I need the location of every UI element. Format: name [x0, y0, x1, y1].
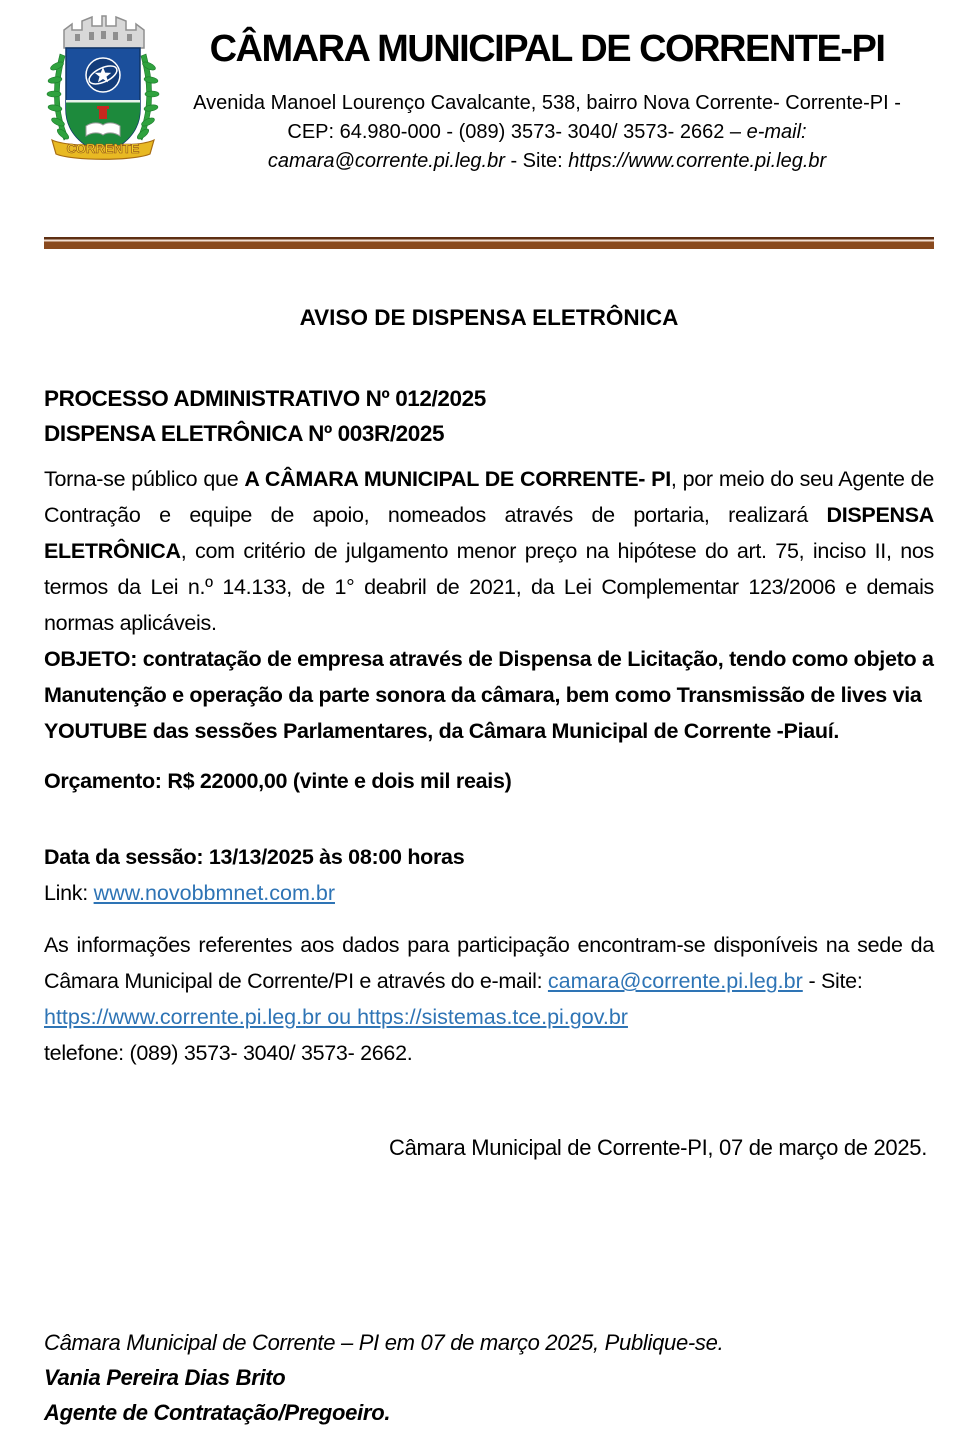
telefone-line: telefone: (089) 3573- 3040/ 3573- 2662.: [44, 1041, 413, 1065]
coat-of-arms-icon: [44, 14, 162, 174]
session-date-line: Data da sessão: 13/13/2025 às 08:00 horas: [44, 845, 465, 869]
address-line2: CEP: 64.980-000 - (089) 3573- 3040/ 3573- 2662 –: [287, 121, 747, 143]
process-block: [44, 381, 934, 451]
intro-paragraph: [44, 461, 934, 641]
letterhead-text: [166, 14, 934, 176]
dispensa-bold: DISPENSA ELETRÔNICA: [44, 503, 934, 563]
intro-text: Torna-se público que: [44, 467, 245, 491]
banner-text: CORRENTE: [66, 141, 140, 156]
address-line1: Avenida Manoel Lourenço Cavalcante, 538, bairro Nova Corrente- Corrente-PI -: [193, 92, 901, 114]
document-title: AVISO DE DISPENSA ELETRÔNICA: [299, 305, 679, 330]
session-link[interactable]: www.novobbmnet.com.br: [93, 881, 335, 905]
info-text: As informações referentes aos dados para participação encontram-se disponíveis na sede da Câmara Municipal de Corrente/PI e através do e-mail:: [44, 933, 934, 993]
org-name-bold: A CÂMARA MUNICIPAL DE CORRENTE- PI: [244, 467, 671, 491]
info-paragraph: [44, 927, 934, 1071]
org-name: CÂMARA MUNICIPAL DE CORRENTE-PI: [209, 28, 885, 70]
info-site-label: - Site:: [802, 969, 863, 993]
intro-text-2: , por meio do seu Agente de Contração e equipe de apoio, nomeados através de portaria, realizará: [44, 467, 935, 527]
orcamento-line: Orçamento: R$ 22000,00 (vinte e dois mil reais): [44, 769, 512, 793]
link-label: Link:: [44, 881, 94, 905]
email-link[interactable]: camara@corrente.pi.leg.br: [547, 969, 803, 993]
org-site-url: https://www.corrente.pi.leg.br: [568, 150, 827, 172]
address-email-label: e-mail:: [746, 121, 807, 143]
publish-line: Câmara Municipal de Corrente – PI em 07 de março 2025, Publique-se.: [44, 1330, 724, 1355]
site-links[interactable]: https://www.corrente.pi.leg.br ou https://sistemas.tce.pi.gov.br: [44, 1005, 628, 1029]
intro-text-3: , com critério de julgamento menor preço na hipótese do art. 75, inciso II, nos termos da Lei n.º 14.133, de 1° deabril de 2021, da Lei Complementar 123/2006 e demais normas aplicáveis.: [44, 539, 934, 635]
signer-role: Agente de Contratação/Pregoeiro.: [44, 1400, 391, 1425]
horizontal-rule: [44, 237, 934, 249]
objeto-paragraph: OBJETO: contratação de empresa através de Dispensa de Licitação, tendo como objeto a Manutenção e operação da parte sonora da câmara, bem como Transmissão de lives via YOUTUBE das sessões Parlamentares, da Câmara Municipal de Corrente -Piauí.: [44, 647, 934, 743]
org-address: [166, 89, 928, 176]
session-link-line: [44, 875, 934, 911]
coat-of-arms-logo: [44, 14, 166, 179]
dispensa-number: DISPENSA ELETRÔNICA Nº 003R/2025: [44, 421, 445, 446]
signature-block: [44, 1325, 934, 1430]
banner-ribbon: [52, 140, 154, 159]
crown-icon: [64, 16, 144, 48]
dateline: Câmara Municipal de Corrente-PI, 07 de março de 2025.: [389, 1135, 928, 1160]
letterhead: [44, 14, 934, 179]
org-email: camara@corrente.pi.leg.br: [267, 150, 505, 172]
site-label: - Site:: [504, 150, 569, 172]
signer-name: Vania Pereira Dias Brito: [44, 1365, 286, 1390]
shield: [66, 48, 140, 154]
processo-number: PROCESSO ADMINISTRATIVO Nº 012/2025: [44, 386, 486, 411]
